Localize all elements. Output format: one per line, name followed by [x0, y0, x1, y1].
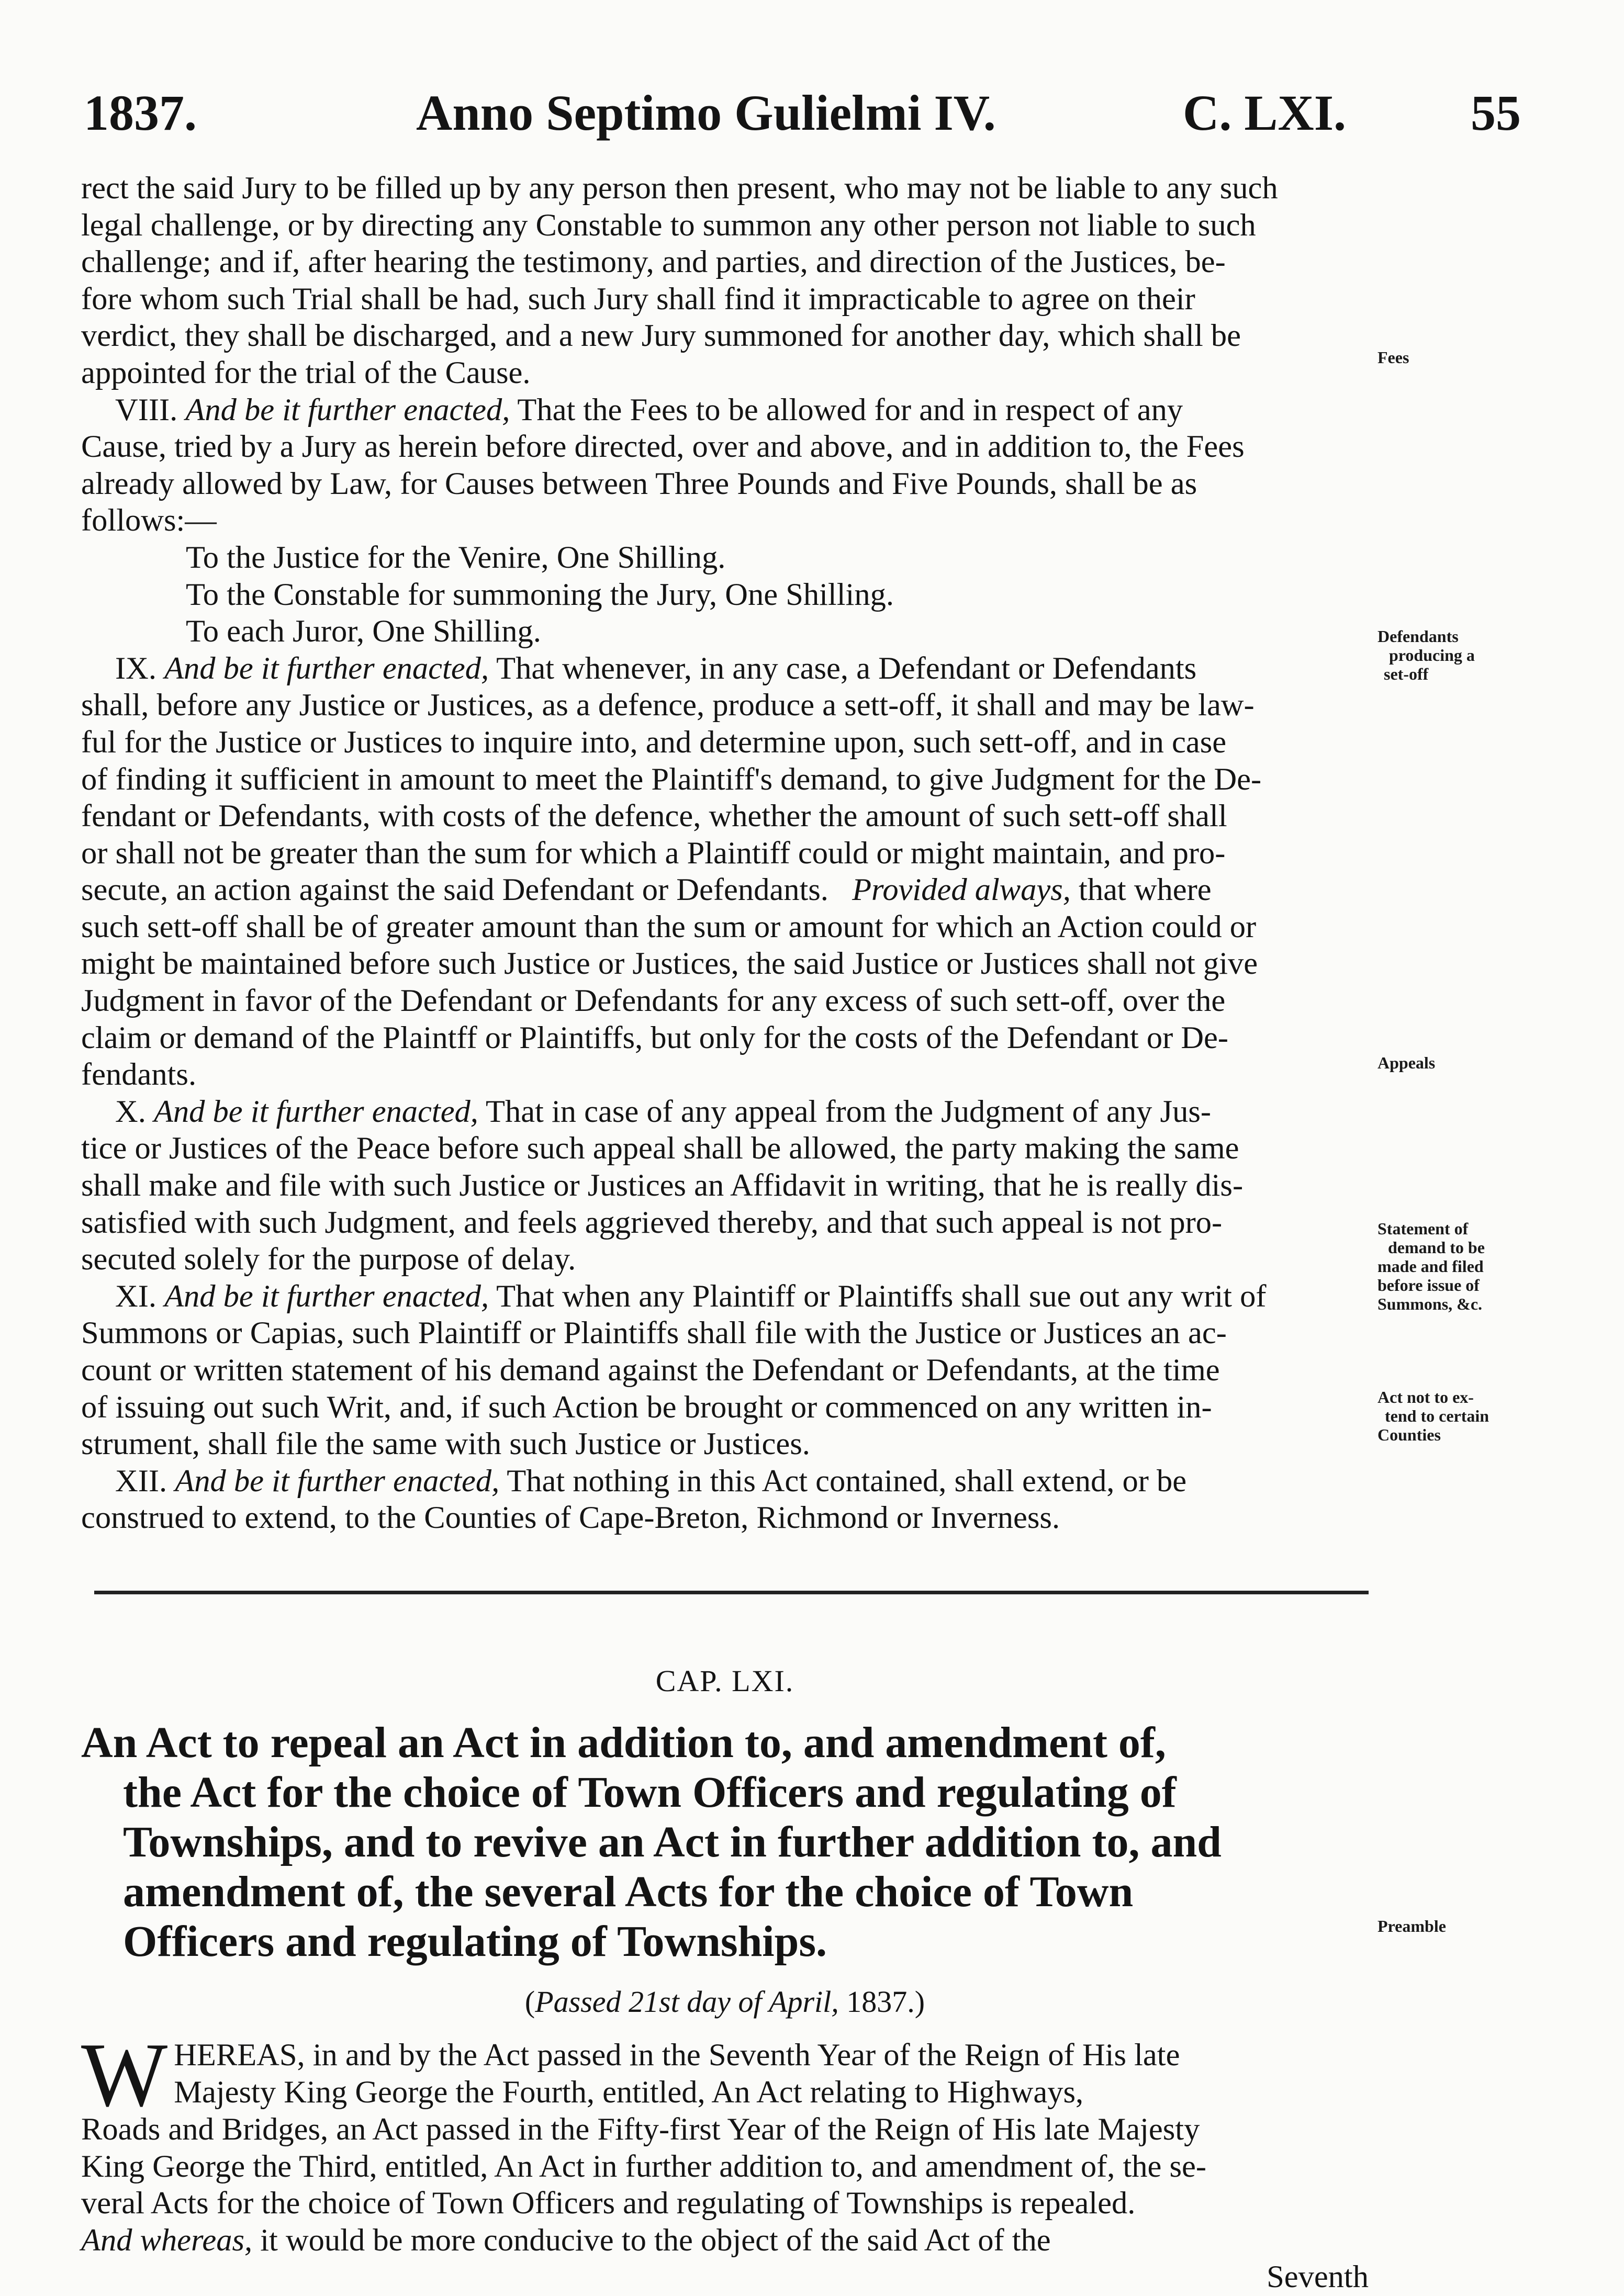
margin-note-line: tend to certain — [1385, 1406, 1489, 1425]
text-line: rect the said Jury to be filled up by any person then present, who may not be liable to any such — [81, 171, 1278, 206]
text-line: shall make and file with such Justice or Justices an Affidavit in writing, that he is really dis- — [81, 1168, 1244, 1203]
text-line: fore whom such Trial shall be had, such Jury shall find it impracticable to agree on their — [81, 281, 1195, 317]
enacting-clause: And be it further enacted, — [153, 1094, 478, 1129]
text-line: Majesty King George the Fourth, entitled, An Act relating to Highways, — [174, 2074, 1084, 2110]
text-line: shall, before any Justice or Justices, as a defence, produce a sett-off, it shall and may be law- — [81, 688, 1255, 723]
section-numeral: X. — [115, 1094, 146, 1129]
section-text: That nothing in this Act contained, shall extend, or be — [507, 1463, 1187, 1499]
enacting-clause: And be it further enacted, — [164, 650, 489, 686]
section-numeral: IX. — [115, 650, 156, 686]
text-line: fendant or Defendants, with costs of the defence, whether the amount of such sett-off shall — [81, 798, 1227, 834]
text-line: secuted solely for the purpose of delay. — [81, 1242, 576, 1277]
margin-note-setoff — [1377, 627, 1475, 683]
margin-note-line: Defendants — [1377, 627, 1459, 646]
fee-item: To each Juror, One Shilling. — [186, 614, 541, 649]
section-x — [81, 1094, 1369, 1278]
text-line: Summons or Capias, such Plaintiff or Plaintiffs shall file with the Justice or Justices an ac- — [81, 1315, 1227, 1351]
fee-item: To the Justice for the Venire, One Shilling. — [186, 539, 726, 575]
act-title-line: the Act for the choice of Town Officers and regulating of — [123, 1768, 1177, 1817]
text-line: already allowed by Law, for Causes between Three Pounds and Five Pounds, shall be as — [81, 466, 1197, 501]
page-number: 55 — [1471, 85, 1521, 141]
margin-note-line: Statement of — [1377, 1219, 1469, 1238]
passed-year: 1837.) — [846, 1984, 925, 2019]
text-line: legal challenge, or by directing any Constable to summon any other person not liable to such — [81, 207, 1256, 243]
text-line: satisfied with such Judgment, and feels aggrieved thereby, and that such appeal is not pro- — [81, 1205, 1223, 1240]
running-header — [79, 84, 1523, 141]
act-title-line: Townships, and to revive an Act in further addition to, and — [123, 1817, 1222, 1866]
fee-item: To the Constable for summoning the Jury, One Shilling. — [186, 577, 894, 612]
margin-note-line: made and filed — [1377, 1257, 1484, 1276]
section-xi — [81, 1278, 1369, 1463]
horizontal-rule — [94, 1591, 1369, 1594]
section-text: that where — [1079, 872, 1212, 908]
header-year: 1837. — [84, 85, 197, 141]
margin-note-statement — [1377, 1219, 1485, 1313]
text-line: of issuing out such Writ, and, if such Action be brought or commenced on any written in- — [81, 1389, 1212, 1425]
preamble-paragraph — [81, 2023, 1369, 2296]
text-line: challenge; and if, after hearing the testimony, and parties, and direction of the Justices, be- — [81, 244, 1226, 280]
section-text: it would be more conducive to the object of the said Act of the — [260, 2222, 1051, 2258]
act-title — [81, 1718, 1369, 1966]
margin-note-line: before issue of — [1377, 1276, 1480, 1295]
margin-note-line: producing a — [1389, 646, 1475, 665]
margin-note-line: Act not to ex- — [1377, 1388, 1474, 1406]
body-text — [81, 170, 1369, 2296]
passed-italic: Passed 21st day of April, — [535, 1984, 839, 2019]
section-text: That the Fees to be allowed for and in respect of any — [517, 392, 1183, 427]
text-line: fendants. — [81, 1057, 197, 1093]
section-numeral: VIII. — [115, 392, 178, 427]
whereas-line — [81, 2222, 1369, 2259]
header-chapter: C. LXI. — [1183, 85, 1347, 141]
proviso-line — [81, 872, 1369, 909]
whereas-clause: And whereas, — [81, 2222, 253, 2258]
section-first-line — [81, 1463, 1369, 1500]
section-ix — [81, 650, 1369, 1094]
text-line: appointed for the trial of the Cause. — [81, 355, 531, 390]
text-line: Cause, tried by a Jury as herein before directed, over and above, and in addition to, the Fees — [81, 429, 1245, 465]
section-numeral: XII. — [115, 1463, 167, 1499]
enacting-clause: And be it further enacted, — [164, 1278, 489, 1314]
continuation-paragraph — [81, 170, 1369, 392]
margin-note-counties — [1377, 1388, 1489, 1444]
section-text: That whenever, in any case, a Defendant or Defendants — [496, 650, 1197, 686]
text-line: such sett-off shall be of greater amount than the sum or amount for which an Action could or — [81, 909, 1257, 944]
drop-cap: W — [81, 2023, 168, 2125]
enacting-clause: And be it further enacted, — [185, 392, 510, 427]
section-numeral: XI. — [115, 1278, 156, 1314]
section-text: That when any Plaintiff or Plaintiffs shall sue out any writ of — [496, 1278, 1267, 1314]
margin-note-line: set-off — [1384, 665, 1429, 683]
section-text: secute, an action against the said Defendant or Defendants. — [81, 872, 828, 908]
margin-note-preamble: Preamble — [1377, 1917, 1446, 1935]
margin-note-line: Counties — [1377, 1425, 1441, 1444]
margin-note-fees: Fees — [1377, 348, 1409, 367]
text-line: of finding it sufficient in amount to meet the Plaintiff's demand, to give Judgment for the De- — [81, 761, 1262, 797]
text-line: verdict, they shall be discharged, and a new Jury summoned for another day, which shall be — [81, 318, 1241, 354]
passed-paren: ( — [524, 1984, 535, 2019]
section-first-line — [81, 1094, 1369, 1131]
text-line: tice or Justices of the Peace before such appeal shall be allowed, the party making the same — [81, 1131, 1239, 1166]
text-line: strument, shall file the same with such Justice or Justices. — [81, 1426, 810, 1462]
section-first-line — [81, 392, 1369, 429]
text-line: or shall not be greater than the sum for which a Plaintiff could or might maintain, and pro- — [81, 835, 1226, 871]
catchword: Seventh — [1267, 2259, 1369, 2295]
act-title-line: Officers and regulating of Townships. — [123, 1917, 827, 1966]
margin-note-line: Summons, &c. — [1377, 1295, 1483, 1313]
text-line: might be maintained before such Justice or Justices, the said Justice or Justices shall not give — [81, 946, 1258, 982]
act-title-line: An Act to repeal an Act in addition to, and amendment of, — [81, 1718, 1166, 1767]
text-line: King George the Third, entitled, An Act in further addition to, and amendment of, the se- — [81, 2148, 1207, 2184]
text-line: Roads and Bridges, an Act passed in the Fifty-first Year of the Reign of His late Majesty — [81, 2111, 1200, 2147]
section-first-line — [81, 650, 1369, 688]
enacting-clause: And be it further enacted, — [175, 1463, 500, 1499]
margin-note-line: demand to be — [1388, 1238, 1485, 1257]
section-text: That in case of any appeal from the Judgment of any Jus- — [485, 1094, 1212, 1129]
section-xii — [81, 1463, 1369, 1537]
text-line: follows:— — [81, 503, 217, 538]
text-line: count or written statement of his demand against the Defendant or Defendants, at the time — [81, 1353, 1220, 1388]
text-line: claim or demand of the Plaintff or Plaintiffs, but only for the costs of the Defendant or De- — [81, 1020, 1229, 1055]
passed-date — [81, 1966, 1369, 2037]
section-first-line — [81, 1278, 1369, 1315]
text-line: veral Acts for the choice of Town Officers and regulating of Townships is repealed. — [81, 2186, 1136, 2221]
text-line: ful for the Justice or Justices to inquire into, and determine upon, such sett-off, and in case — [81, 724, 1227, 760]
text-line: construed to extend, to the Counties of Cape-Breton, Richmond or Inverness. — [81, 1500, 1060, 1536]
header-regnal-title: Anno Septimo Gulielmi IV. — [416, 85, 996, 141]
proviso-clause: Provided always, — [852, 872, 1071, 908]
act-title-line: amendment of, the several Acts for the choice of Town — [123, 1867, 1134, 1916]
text-line: HEREAS, in and by the Act passed in the Seventh Year of the Reign of His late — [174, 2037, 1180, 2073]
margin-note-appeals: Appeals — [1377, 1053, 1436, 1072]
section-viii — [81, 392, 1369, 650]
text-line: Judgment in favor of the Defendant or Defendants for any excess of such sett-off, over the — [81, 983, 1226, 1019]
section-divider — [81, 1537, 1369, 1645]
chapter-heading: CAP. LXI. — [655, 1663, 794, 1698]
